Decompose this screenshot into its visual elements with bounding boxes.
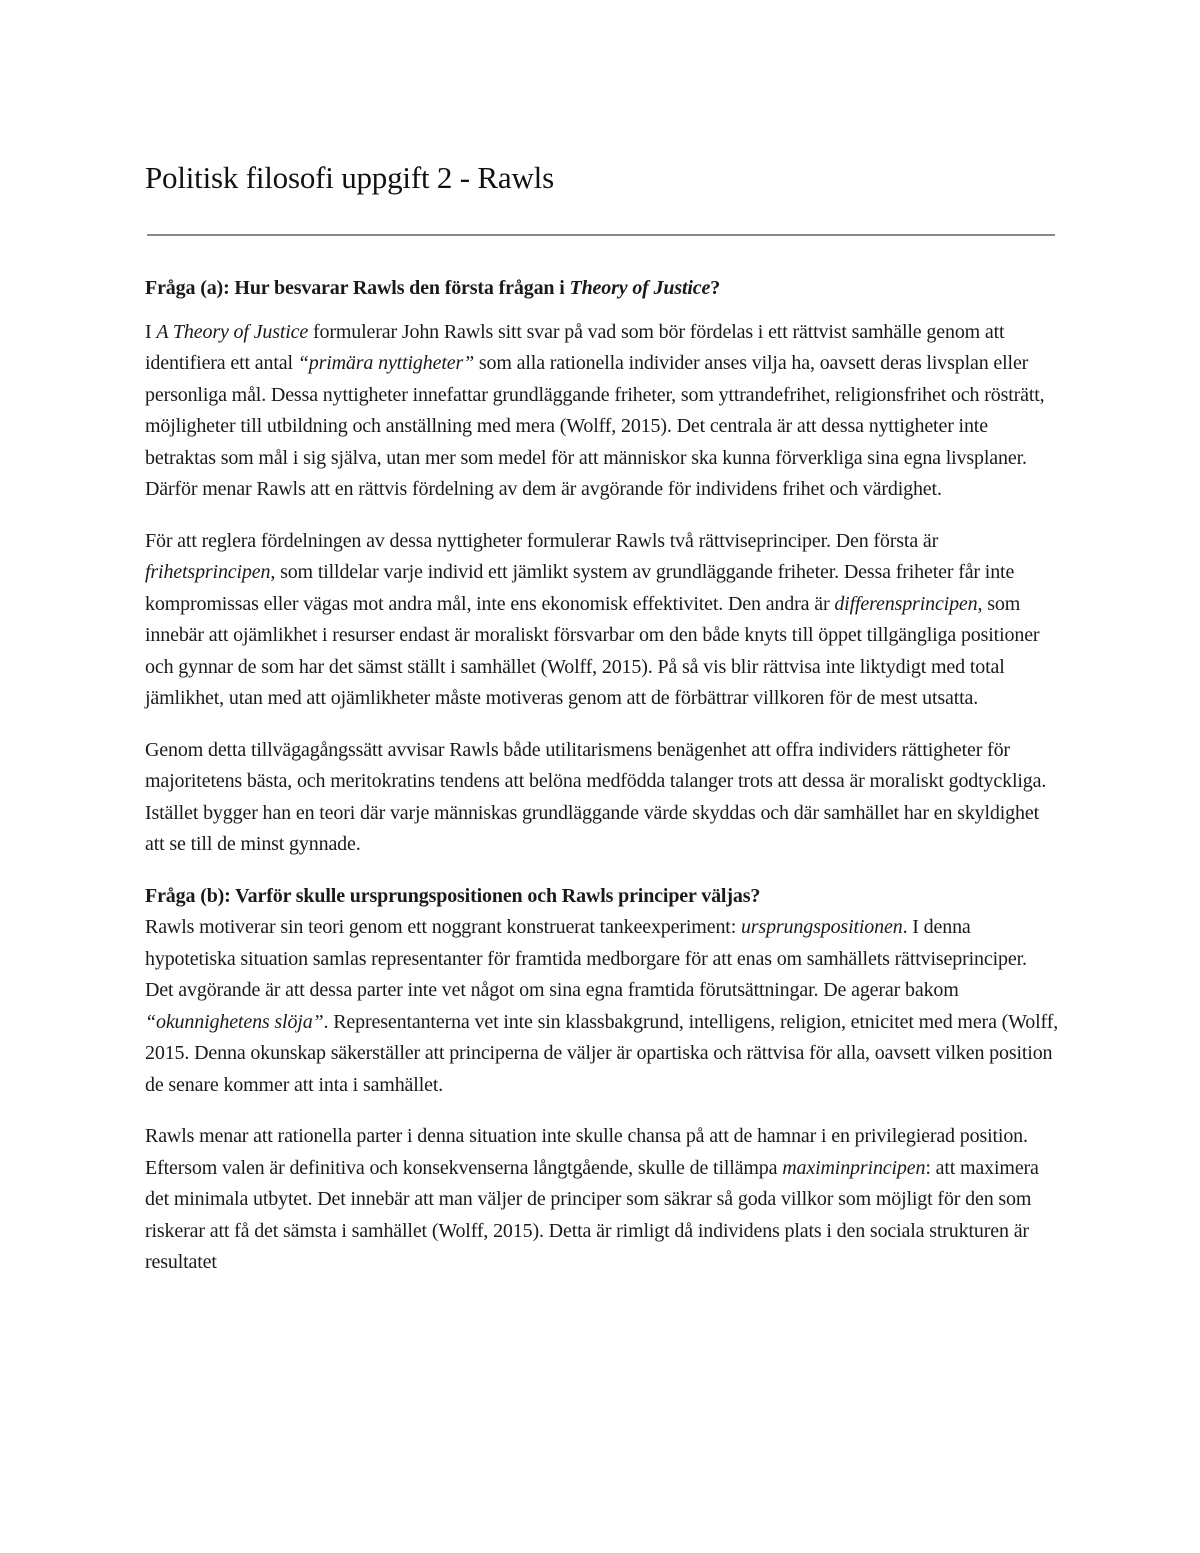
p2-text-1: För att reglera fördelningen av dessa nyttigheter formulerar Rawls två rättviseprinciper. Den första är <box>145 529 939 552</box>
p5-maximin-principle: maximinprincipen <box>782 1156 926 1179</box>
question-a-book-title: Theory of Justice <box>569 277 711 299</box>
paragraph-5 <box>145 1121 1060 1279</box>
p1-text-2: formulerar John Rawls sitt svar på vad som bör fördelas i ett rättvist samhälle genom att identifiera ett antal <box>145 320 1005 374</box>
document-title: Politisk filosofi uppgift 2 - Rawls <box>145 160 554 195</box>
paragraph-2 <box>145 526 1060 715</box>
paragraph-3: Genom detta tillvägagångssätt avvisar Rawls både utilitarismens benägenhet att offra individers rättigheter för majoritetens bästa, och meritokratins tendens att belöna medfödda talanger trots att dessa är moraliskt godtyckliga. Istället bygger han en teori där varje människas grundläggande värde skyddas och där samhället har en skyldighet att se till de minst gynnade. <box>145 738 1047 855</box>
paragraph-1 <box>145 317 1060 506</box>
title-divider <box>147 234 1055 236</box>
question-a-end: ? <box>710 277 721 299</box>
p2-difference-principle: differensprincipen <box>834 592 978 615</box>
p2-text-3: , som innebär att ojämlikhet i resurser endast är moraliskt försvarbar om den både knyts till öppet tillgängliga positioner och gynnar de som har det sämst ställt i samhället (Wolff, 2015). På så vis blir rättvisa inte liktydigt med total jämlikhet, utan med att ojämlikheter måste motiveras genom att de förbättrar villkoren för de mest utsatta. <box>145 592 1040 709</box>
p4-text-2: . I denna hypotetiska situation samlas representanter för framtida medborgare för att enas om samhällets rättviseprinciper. Det avgörande är att dessa parter inte vet något om sina egna framtida förutsättningar. De agerar bakom <box>145 916 1027 1001</box>
p1-book-title: A Theory of Justice <box>156 320 309 343</box>
p4-text-1: Rawls motiverar sin teori genom ett noggrant konstruerat tankeexperiment: <box>145 916 741 938</box>
document-body <box>145 273 1060 1279</box>
question-a-lead: Fråga (a): Hur besvarar Rawls den första frågan i <box>145 277 570 299</box>
p5-text-2: : att maximera det minimala utbytet. Det innebär att man väljer de principer som säkrar så goda villkor som möjligt för den som riskerar att få det sämsta i samhället (Wolff, 2015). Detta är rimligt då individens plats i den sociala strukturen är resultatet <box>145 1156 1039 1273</box>
p1-text-1: I <box>145 320 157 343</box>
question-a-heading <box>145 273 1060 305</box>
p4-original-position: ursprungspositionen <box>740 916 903 938</box>
p1-text-3: som alla rationella individer anses vilja ha, oavsett deras livsplan eller personliga mål. Dessa nyttigheter innefattar grundläggande friheter, som yttrandefrihet, religionsfrihet och rösträtt, möjligheter till utbildning och anställning med mera (Wolff, 2015). Det centrala är att dessa nyttigheter inte betraktas som mål i sig själva, utan mer som medel för att människor ska kunna förverkliga sina egna livsplaner. Därför menar Rawls att en rättvis fördelning av dem är avgörande för individens frihet och värdighet. <box>145 352 1045 500</box>
p4-text-3: . Representanterna vet inte sin klassbakgrund, intelligens, religion, etnicitet med mera (Wolff, 2015. Denna okunskap säkerställer att principerna de väljer är opartiska och rättvisa för alla, oavsett vilken position de senare kommer att inta i samhället. <box>145 1010 1059 1096</box>
p2-text-2: , som tilldelar varje individ ett jämlikt system av grundläggande friheter. Dessa friheter får inte kompromissas eller vägas mot andra mål, inte ens ekonomisk effektivitet. Den andra är <box>145 561 1015 615</box>
p4-veil-of-ignorance: “okunnighetens slöja” <box>145 1010 324 1033</box>
question-b-heading: Fråga (b): Varför skulle ursprungspositionen och Rawls principer väljas? <box>145 884 761 907</box>
p2-liberty-principle: frihetsprincipen <box>145 561 271 583</box>
p1-primary-goods: “primära nyttigheter” <box>297 352 475 374</box>
p5-text-1: Rawls menar att rationella parter i denna situation inte skulle chansa på att de hamnar i en privilegierad position. Eftersom valen är definitiva och konsekvenserna långtgående, skulle de tillämpa <box>145 1125 1028 1179</box>
paragraph-4 <box>145 912 1060 1101</box>
